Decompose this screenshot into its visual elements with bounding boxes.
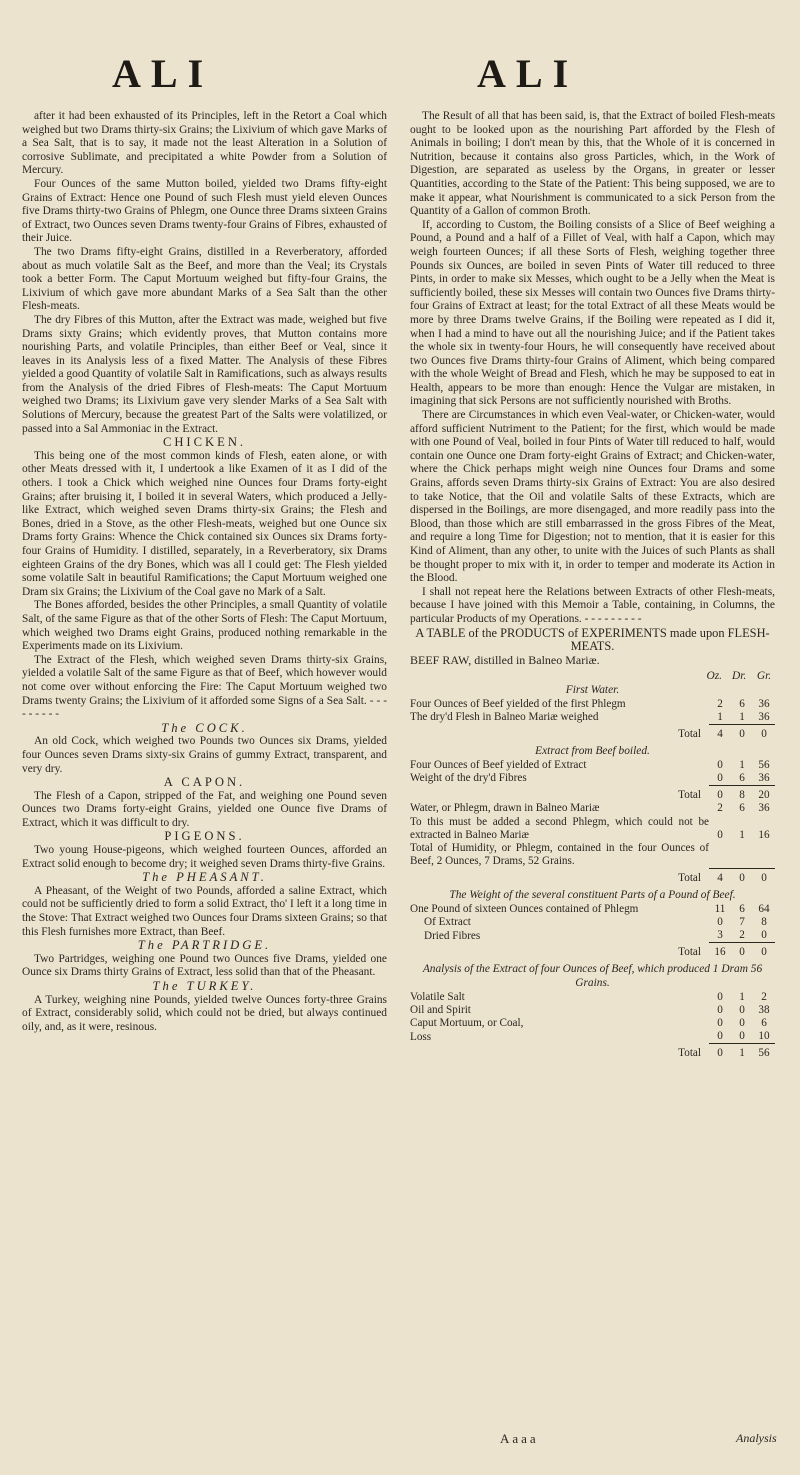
paragraph: The Bones afforded, besides the other Principles, a small Quantity of volatile Salt, of the same Figure as that of the other Sorts of Flesh: The Caput Mortuum, which weighed two Drams eight Grains, produced nothing remarkable in the Experiments made on its Lixivium. — [22, 599, 387, 653]
table-extract-boiled — [410, 759, 775, 885]
section-heading-capon: A CAPON. — [163, 775, 246, 790]
table-row: Volatile Salt 0 1 2 — [410, 990, 767, 1003]
paragraph: The Flesh of a Capon, stripped of the Fat, and weighing one Pound seven Ounces two Drams forty-eight Grains, yielded one Ounce five Drams of Extract, which it was difficult to dry. — [22, 789, 387, 829]
signature-mark: Aaaa — [500, 1431, 539, 1446]
table-row: Of Extract 0 7 8 — [424, 915, 767, 928]
paragraph: I shall not repeat here the Relations between Extracts of other Flesh-meats, because I have joined with this Memoir a Table, containing, in Columns, the particular Products of my Operations. - - - - - - - - - — [410, 585, 775, 625]
running-head-right: ALI — [477, 51, 579, 96]
section-heading-pheasant: The PHEASANT. — [142, 870, 267, 885]
paragraph: after it had been exhausted of its Principles, left in the Retort a Coal which weighed but two Drams thirty-six Grains; the Lixivium of which gave Marks of a Sea Salt, that is to say, it made not the least Alteration in a Solution of corrosive Sublimate, and precipitated a white Powder from a Solution of Mercury. — [22, 110, 387, 177]
table-pound-of-beef — [410, 903, 775, 960]
table-total-row: Total 0 1 56 — [678, 1047, 770, 1060]
table-total-row: Total 0 8 20 — [678, 789, 770, 802]
table-total-row: Total 4 0 0 — [678, 871, 767, 884]
paragraph: This being one of the most common kinds of Flesh, eaten alone, or with other Meats dressed with it, I undertook a like Examen of it as I did of the others. I took a Chick which weighed nine Ounces four Drams forty-eight Grains; after bruising it, I boiled it in several Waters, which produced a Jelly-like Extract, which weighed seven Drams thirty-six Grains; the Flesh and Bones, dried in a Stove, as the other Flesh-meats, weighed but one Ounce six Drams forty Grains: Whence the Chick contained six Ounces six Drams forty-four Grains of Humidity. I distilled, separately, in a Reverberatory, six Drams eighteen Grains of the dry Bones, which was all I could get: The Flesh yielded some volatile Salt in beautiful Ramifications; the Caput Mortuum weighed one Dram six Grains; the Lixivium of the Coal gave no Mark of a Salt. — [22, 449, 387, 598]
table-total-row: Total 4 0 0 — [678, 727, 767, 740]
paragraph: A Pheasant, of the Weight of two Pounds, afforded a saline Extract, which could not be sufficiently dried to form a solid Extract, tho' I left it a long time in the Stove: That Extract weighed two Ounces four Drams sixteen Grains; so that this Flesh furnishes more Extract, than Beef. — [22, 884, 387, 938]
table-subtitle-analysis: Analysis of the Extract of four Ounces of Beef, which produced 1 Dram 56 Grains. — [422, 963, 763, 990]
paragraph: The Result of all that has been said, is, that the Extract of boiled Flesh-meats ought to be looked upon as the nourishing Part afforded by the Flesh of Animals in boiling; I don't mean by this, that the Whole of it is concerned in Nutrition, because it contains also gross Particles, which, in the Work of Digestion, are separated as useless by the Organs, in greater or lesser Quantities, according to the State of the Patient: This being supposed, we are to make it appear, what Nourishment is communicated to a sick Person from the Quantity of a Gallon of common Broth. — [410, 110, 775, 218]
table-first-water — [410, 698, 775, 742]
table-row: To this must be added a second Phlegm, which could not be extracted in Balneo Mariæ 0 1 16 — [410, 815, 770, 841]
section-heading-chicken: CHICKEN. — [162, 435, 247, 450]
paragraph: An old Cock, which weighed two Pounds two Ounces six Drams, yielded four Ounces seven Drams sixty-six Grains of gummy Extract, transparent, and very dry. — [22, 735, 387, 775]
table-row: The dry'd Flesh in Balneo Mariæ weighed 1 1 36 — [410, 711, 775, 725]
table-row: Oil and Spirit 0 0 38 — [410, 1003, 770, 1016]
table-row: One Pound of sixteen Ounces contained of Phlegm 11 6 64 — [410, 902, 770, 915]
right-column — [410, 110, 775, 1061]
table-title: A TABLE of the PRODUCTS of EXPERIMENTS made upon FLESH-MEATS. — [415, 625, 770, 654]
paragraph: If, according to Custom, the Boiling consists of a Slice of Beef weighing a Pound, a Pound and a half of a Fillet of Veal, with half a Capon, which may weigh fourteen Ounces; if all these Sorts of Flesh, weighing together three Pounds six Ounces, are boiled in seven Pints of Water till reduced to three Pints, in order to make six Messes, which ought to be a Jelly when the Meat is sufficiently boiled, these six Messes will contain two Ounces five Drams thirty-four Grains of Extract at least; for the total Extract of all these Meats would be more by three Drams twelve Grains, if the Boiling were repeated as I did it, when I had a mind to have out all the nourishing Juice; and if the Patient takes the whole six in twenty-four Hours, he will consequently have received about two Ounces five Drams thirty-four Grains of Aliment, which being compared with the whole Weight of Bread and Flesh, which he may be supposed to eat in Health, appears to be more than enough: Hence the Vulgar are mistaken, in imagining that sick Persons are not sufficiently nourished with Broths. — [410, 218, 775, 408]
running-head-left: ALI — [112, 51, 214, 96]
section-heading-cock: The COCK. — [161, 720, 248, 735]
table-subtitle-pound-of-beef: The Weight of the several constituent Parts of a Pound of Beef. — [449, 889, 736, 902]
table-row: Water, or Phlegm, drawn in Balneo Mariæ 2 6 36 — [410, 802, 770, 815]
catchword: Analysis — [736, 1431, 777, 1445]
table-subtitle-extract: Extract from Beef boiled. — [535, 745, 650, 758]
section-heading-partridge: The PARTRIDGE. — [137, 938, 272, 953]
paragraph: There are Circumstances in which even Veal-water, or Chicken-water, would afford sufficient Nutriment to the Patient; for the first, which would be made with one Pound of Veal, boiled in four Pints of Water till reduced to half, would contain one Ounce one Dram forty-eight Grains of Extract; and Chicken-water, where the Chick perhaps might weigh nine Ounces four Drams and some Grains, affords seven Drams thirty-six Grains of Extract: You are also desired to take Notice, that the Oil and volatile Salts of these Extracts, which are dispersed in the Boilings, are more disengaged, and more readily pass into the Blood, than those which are still embarrassed in the gross Fibres of the Meat, and require a long Time for Digestion; not to mention, that it is easier for this Kind of Aliment, than any other, to unite with the Juices of such Plants as shall be thought proper to mix with it, in order to temper and moderate its Action in the Blood. — [410, 409, 775, 585]
section-heading-pigeons: PIGEONS. — [164, 829, 245, 844]
paragraph: The Extract of the Flesh, which weighed seven Drams thirty-six Grains, yielded a volatile Salt of the same Figure as that of Beef, which however would not come over without enforcing the Fire: The Caput Mortuum weighed two Drams twenty Grains; the Lixivium of it afforded some Signs of a Sea Salt. - - - - - - - - - — [22, 653, 387, 721]
table-row: Total of Humidity, or Phlegm, contained in the four Ounces of Beef, 2 Ounces, 7 Drams, 52 Grains. — [410, 842, 775, 868]
paragraph: The two Drams fifty-eight Grains, distilled in a Reverberatory, afforded about as much volatile Salt as the Beef, and more than the Veal; its Crystals took a better Form. The Caput Mortuum weighed but fifty-four Grains, the Lixivium of which gave more abundant Marks of a Sea Salt than the other Flesh-meats. — [22, 245, 387, 313]
paragraph: Four Ounces of the same Mutton boiled, yielded two Drams fifty-eight Grains of Extract: Hence one Pound of such Flesh must yield eleven Ounces five Drams thirty-two Grains of Phlegm, one Ounce three Drams sixteen Grains of Extract, two Ounces seven Drams twenty-four Grains of Fibres, exhausted of their Juice. — [22, 177, 387, 245]
table-subtitle-beef-raw: BEEF RAW, distilled in Balneo Mariæ. — [410, 652, 600, 667]
paragraph: Two Partridges, weighing one Pound two Ounces five Drams, yielded one Ounce six Drams thirty Grains of Extract, less solid than that of the Pheasant. — [22, 952, 387, 979]
left-column — [22, 110, 387, 1034]
paragraph: A Turkey, weighing nine Pounds, yielded twelve Ounces forty-three Grains of Extract, considerably solid, which could not be dried, but always continued oily, and, as it were, resinous. — [22, 993, 387, 1033]
units-header: Oz. Dr. Gr. — [706, 670, 772, 683]
paragraph: Two young House-pigeons, which weighed fourteen Ounces, afforded an Extract solid enough to become dry; it weighed seven Drams thirty-five Grains. — [22, 844, 387, 870]
first-water-label: First Water. — [565, 683, 620, 696]
table-row: Four Ounces of Beef yielded of Extract 0 1 56 — [410, 758, 770, 771]
paragraph: The dry Fibres of this Mutton, after the Extract was made, weighed but five Drams sixty Grains; which evidently proves, that Mutton contains more nourishing Parts, and volatile Principles, than either Beef or Veal, since it leaves in its Analysis less of a fixed Matter. The Analysis of these Fibres yielded a good Quantity of volatile Salt in Ramifications, such as always results from the Analysis of the dried Fibres of Flesh-meats: The Caput Mortuum weighed two Drams; its Lixivium gave very slender Marks of a Sea Salt with Solutions of Mercury, because the greatest Part of the Salts were volatilized, or passed into a Sal Ammoniac in the Extract. — [22, 313, 387, 435]
table-row: Loss 0 0 10 — [410, 1030, 775, 1044]
table-row: Caput Mortuum, or Coal, 0 0 6 — [410, 1017, 767, 1030]
table-row: Dried Fibres 3 2 0 — [410, 929, 775, 943]
table-row: Four Ounces of Beef yielded of the first Phlegm 2 6 36 — [410, 697, 770, 710]
table-total-row: Total 16 0 0 — [678, 946, 767, 959]
section-heading-turkey: The TURKEY. — [152, 979, 257, 993]
table-row: Weight of the dry'd Fibres 0 6 36 — [410, 772, 775, 786]
table-analysis — [410, 991, 775, 1061]
